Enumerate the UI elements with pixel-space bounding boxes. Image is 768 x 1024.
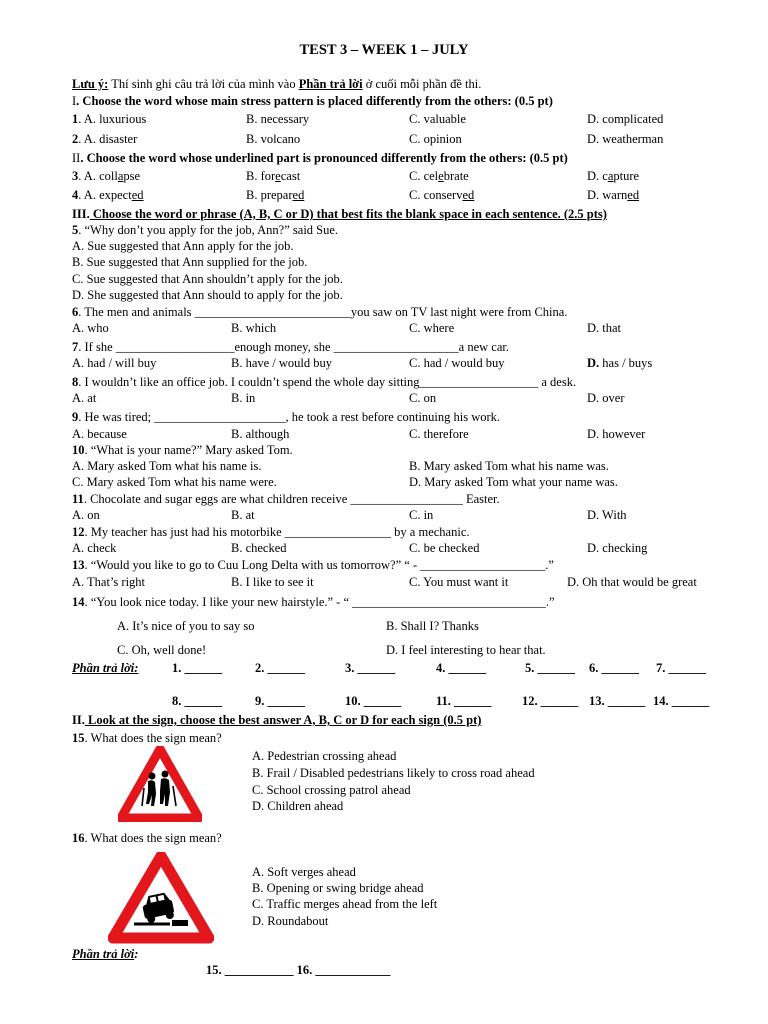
question-1: 1. A. luxurious B. necessary C. valuable D. complicated: [72, 112, 664, 126]
question-16-option-b: B. Opening or swing bridge ahead: [252, 881, 424, 895]
question-12-options: A. check B. checked C. be checked D. checking: [72, 541, 648, 555]
answer-blanks-15-16[interactable]: 15. ___________ 16. ____________: [206, 963, 391, 977]
question-15-option-d: D. Children ahead: [252, 799, 344, 813]
question-13-stem: 13. “Would you like to go to Cuu Long Delta with us tomorrow?” “ - ____________________.”: [72, 558, 554, 572]
question-7-options: A. had / will buy B. have / would buy C. had / would buy D. has / buys: [72, 356, 653, 370]
question-10-stem: 10. “What is your name?” Mary asked Tom.: [72, 443, 293, 457]
question-10-options-ab: A. Mary asked Tom what his name is. B. Mary asked Tom what his name was.: [72, 459, 609, 473]
answer-blank-13[interactable]: 13. ______: [589, 694, 646, 708]
answer-blank-7[interactable]: 7. ______: [656, 661, 706, 675]
option-d: D. complicated: [587, 112, 664, 126]
answer-blank-9[interactable]: 9. ______: [255, 694, 305, 708]
note-highlight: Phần trả lời: [298, 77, 363, 91]
question-5-option-b: B. Sue suggested that Ann supplied for the job.: [72, 255, 308, 269]
question-2: 2. A. disaster B. volcano C. opinion D. weatherman: [72, 132, 664, 146]
question-6-options: A. who B. which C. where D. that: [72, 321, 622, 335]
question-7-stem: 7. If she ___________________enough money, she ____________________a new car.: [72, 340, 509, 354]
question-14-stem: 14. “You look nice today. I like your new hairstyle.” - “ _______________________________.”: [72, 595, 555, 609]
soft-verge-sign-icon: [108, 852, 214, 944]
answer-blank-14[interactable]: 14. ______: [653, 694, 710, 708]
answer-blank-3[interactable]: 3. ______: [345, 661, 395, 675]
question-16-stem: 16. What does the sign mean?: [72, 831, 222, 845]
answer-blank-5[interactable]: 5. ______: [525, 661, 575, 675]
question-8-options: A. at B. in C. on D. over: [72, 391, 625, 405]
question-14-option-a: A. It’s nice of you to say so: [117, 619, 255, 633]
answer-blank-6[interactable]: 6. ______: [589, 661, 639, 675]
answer-blank-11[interactable]: 11. ______: [436, 694, 492, 708]
question-11-stem: 11. Chocolate and sugar eggs are what children receive __________________ Easter.: [72, 492, 500, 506]
question-3: 3. A. collapse B. forecast C. celebrate D. capture: [72, 169, 640, 183]
option-b: B. necessary: [246, 112, 310, 126]
question-14-option-c: C. Oh, well done!: [117, 643, 207, 657]
elderly-pedestrians-sign-icon: [118, 746, 202, 822]
answer-blank-4[interactable]: 4. ______: [436, 661, 486, 675]
question-5-option-d: D. She suggested that Ann should to apply for the job.: [72, 288, 343, 302]
note-label: Lưu ý:: [72, 77, 109, 91]
section-heading-pronunciation: II. Choose the word whose underlined part is pronounced differently from the others: (0.5 pt): [72, 151, 568, 165]
question-14-option-b: B. Shall I? Thanks: [386, 619, 479, 633]
option-c: C. valuable: [409, 112, 466, 126]
section-heading-blanks: III. Choose the word or phrase (A, B, C or D) that best fits the blank space in each sentence. (2.5 pts): [72, 207, 607, 221]
question-4: 4. A. expected B. prepared C. conserved D. warned: [72, 188, 640, 202]
question-5-option-a: A. Sue suggested that Ann apply for the job.: [72, 239, 294, 253]
answer-blank-10[interactable]: 10. ______: [345, 694, 402, 708]
page-title: TEST 3 – WEEK 1 – JULY: [299, 42, 469, 58]
question-12-stem: 12. My teacher has just had his motorbike _________________ by a mechanic.: [72, 525, 470, 539]
question-15-option-c: C. School crossing patrol ahead: [252, 783, 411, 797]
instruction-note: Lưu ý: Thí sinh ghi câu trả lời của mình vào Phần trả lời ở cuối mỗi phần đề thi.: [72, 77, 482, 91]
section-heading-stress: I. Choose the word whose main stress pattern is placed differently from the others: (0.5 pt): [72, 94, 553, 108]
question-11-options: A. on B. at C. in D. With: [72, 508, 627, 522]
question-9-options: A. because B. although C. therefore D. however: [72, 427, 646, 441]
question-16-option-c: C. Traffic merges ahead from the left: [252, 897, 438, 911]
question-16-option-a: A. Soft verges ahead: [252, 865, 356, 879]
answer-label-2: Phần trả lời:: [72, 947, 139, 961]
question-5-stem: 5. “Why don’t you apply for the job, Ann?” said Sue.: [72, 223, 339, 237]
question-6-stem: 6. The men and animals _________________________you saw on TV last night were from China.: [72, 305, 568, 319]
question-16-option-d: D. Roundabout: [252, 914, 329, 928]
section-heading-signs: II. Look at the sign, choose the best answer A, B, C or D for each sign (0.5 pt): [72, 713, 482, 727]
question-15-stem: 15. What does the sign mean?: [72, 731, 222, 745]
question-15-option-b: B. Frail / Disabled pedestrians likely to cross road ahead: [252, 766, 535, 780]
answer-label: Phần trả lời:: [72, 661, 139, 675]
question-5-option-c: C. Sue suggested that Ann shouldn’t apply for the job.: [72, 272, 343, 286]
question-15-option-a: A. Pedestrian crossing ahead: [252, 749, 397, 763]
answer-blank-2[interactable]: 2. ______: [255, 661, 305, 675]
answer-blank-12[interactable]: 12. ______: [522, 694, 579, 708]
answer-blank-8[interactable]: 8. ______: [172, 694, 222, 708]
question-13-options: A. That’s right B. I like to see it C. You must want it D. Oh that would be great: [72, 575, 697, 589]
question-8-stem: 8. I wouldn’t like an office job. I couldn’t spend the whole day sitting___________________ a desk.: [72, 375, 577, 389]
question-9-stem: 9. He was tired; _____________________, he took a rest before continuing his work.: [72, 410, 501, 424]
answer-blank-1[interactable]: 1. ______: [172, 661, 222, 675]
question-14-option-d: D. I feel interesting to hear that.: [386, 643, 546, 657]
question-10-options-cd: C. Mary asked Tom what his name were. D. Mary asked Tom what your name was.: [72, 475, 618, 489]
